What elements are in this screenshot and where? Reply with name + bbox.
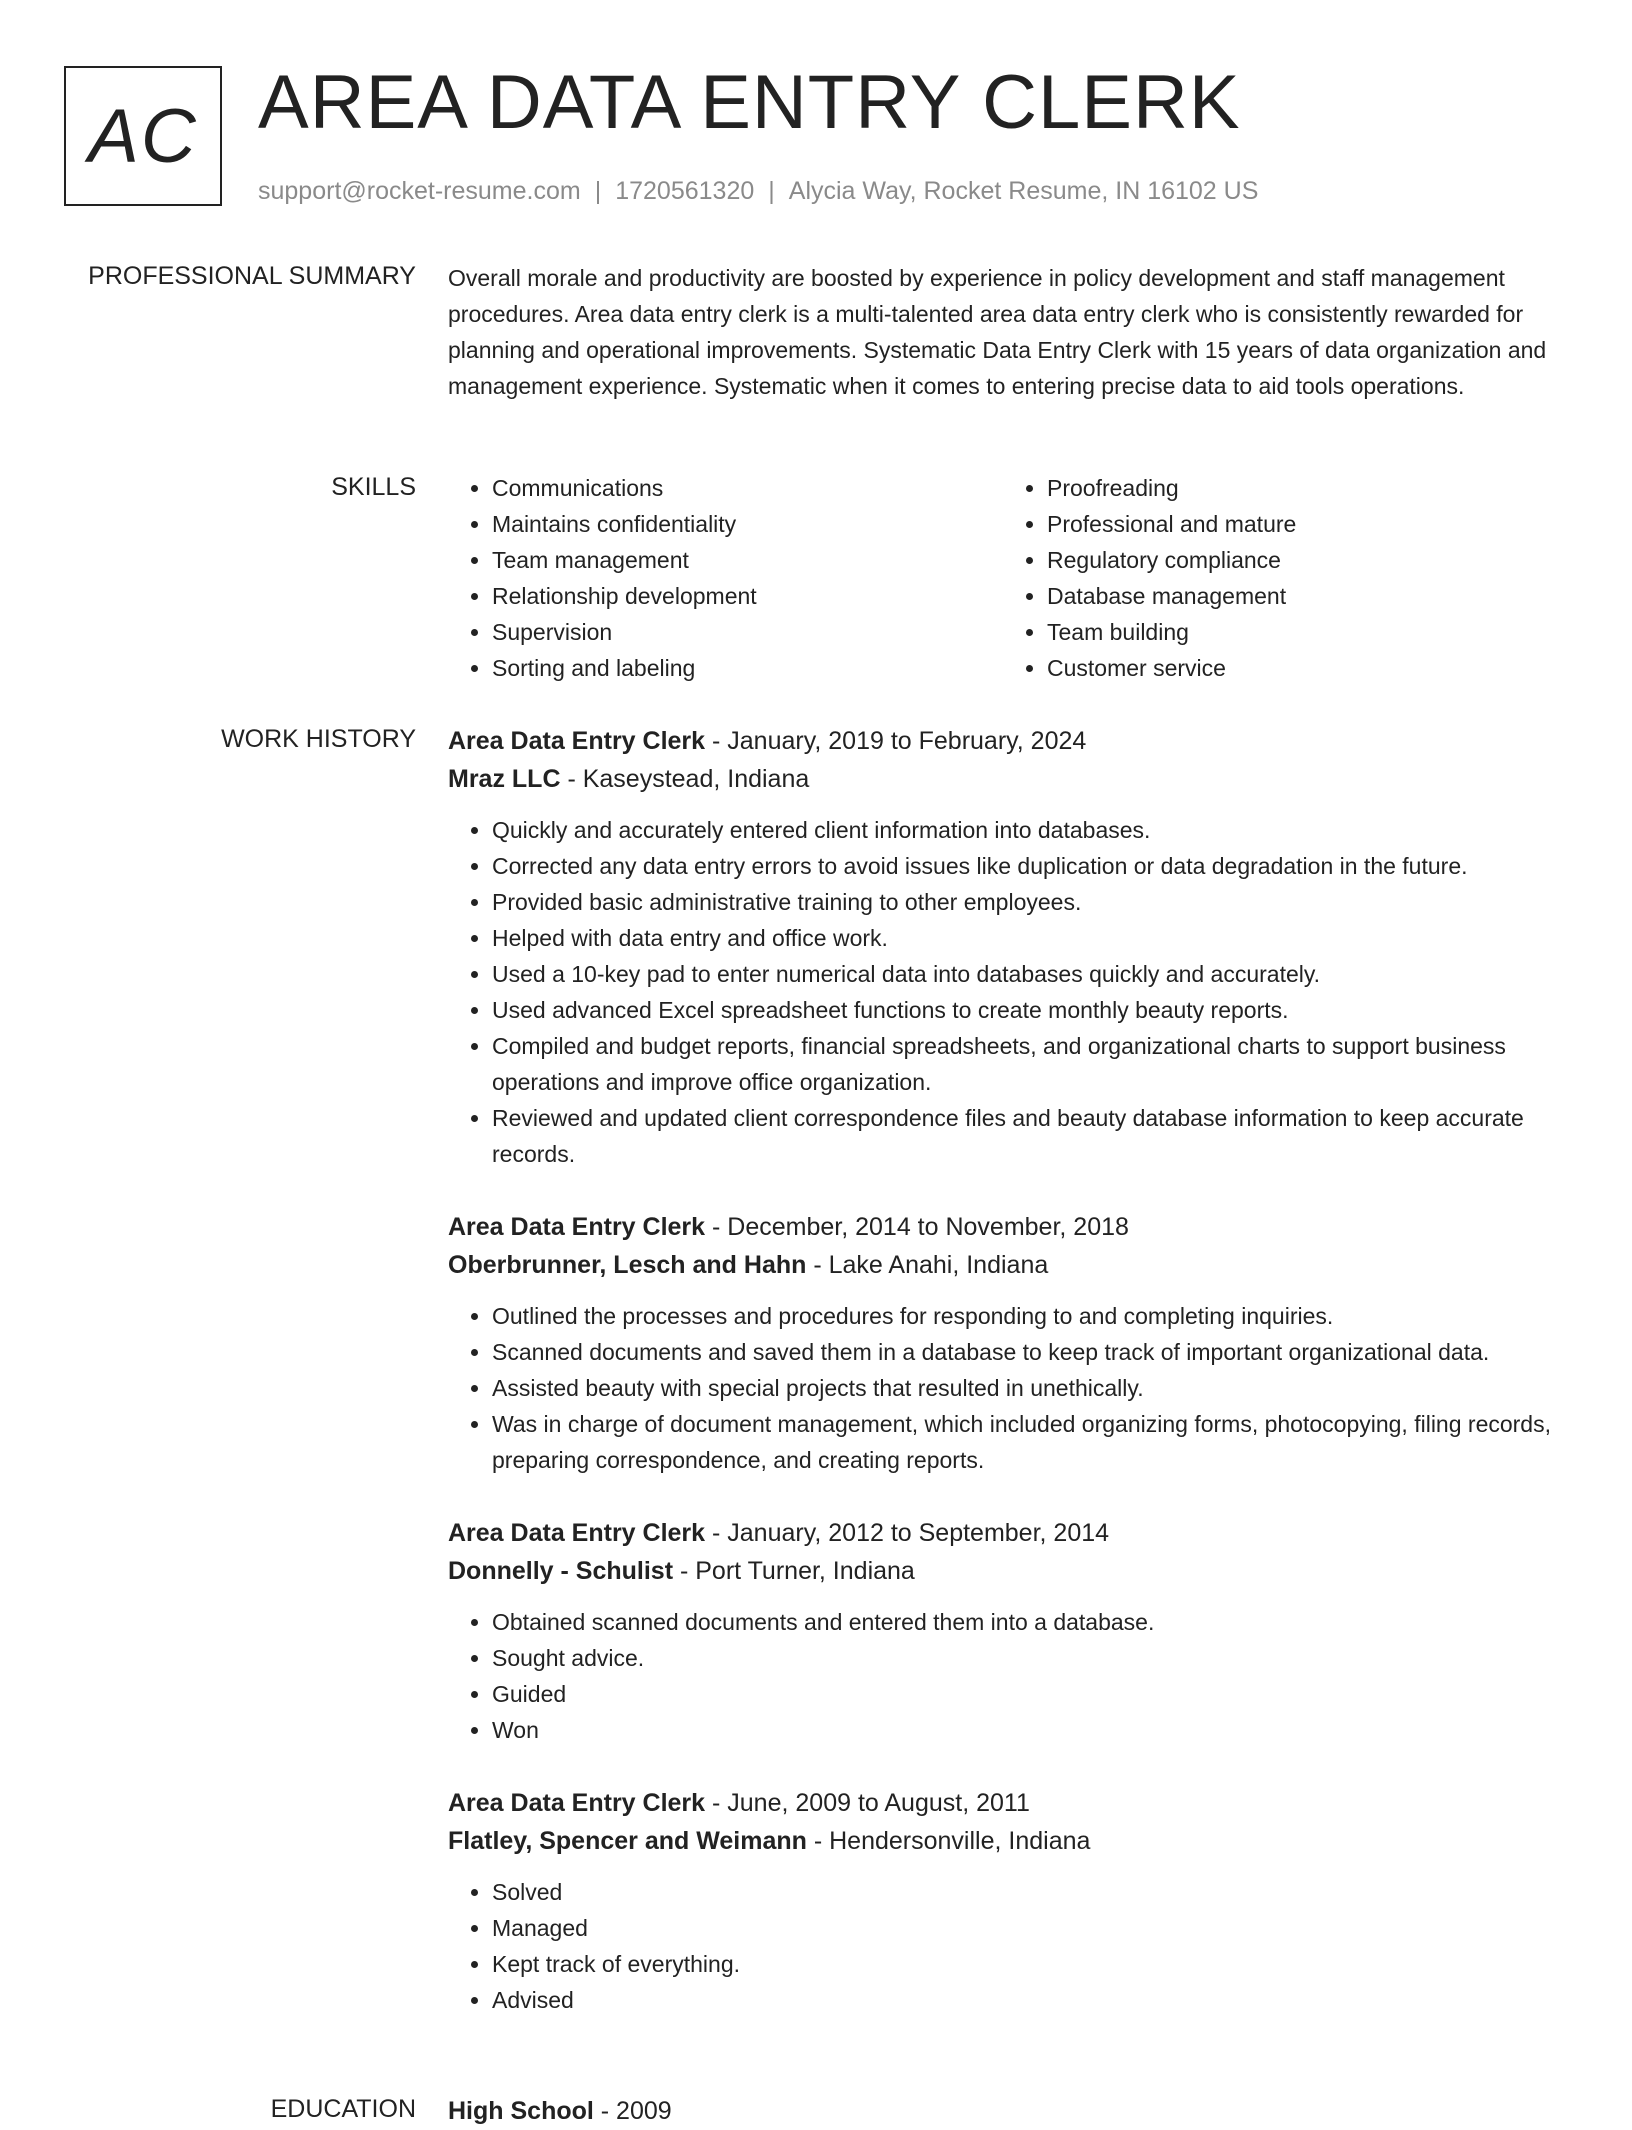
job-bullet: • Won (492, 1712, 1558, 1748)
contact-line (258, 174, 1258, 208)
job-location: - Port Turner, Indiana (673, 1557, 915, 1585)
job-bullet: • Obtained scanned documents and entered them into a database. (492, 1604, 1558, 1640)
job-company: Donnelly - Schulist (448, 1557, 674, 1585)
job-title-line (448, 722, 1558, 760)
job-bullet: • Used a 10-key pad to enter numerical data into databases quickly and accurately. (492, 956, 1558, 992)
job-bullet: • Corrected any data entry errors to avoid issues like duplication or data degradation in the future. (492, 848, 1558, 884)
monogram-initials: AC (88, 93, 198, 179)
job-company: Mraz LLC (448, 765, 561, 793)
education-degree: High School (448, 2097, 594, 2125)
job-title: Area Data Entry Clerk (448, 1519, 706, 1547)
skills-column-right (1003, 470, 1558, 686)
job-title-line (448, 1514, 1558, 1552)
skills-list (448, 470, 1558, 686)
skill-item: • Relationship development (492, 578, 1003, 614)
job-bullet: • Quickly and accurately entered client information into databases. (492, 812, 1558, 848)
job-bullet: • Sought advice. (492, 1640, 1558, 1676)
job-bullet: • Outlined the processes and procedures for responding to and completing inquiries. (492, 1298, 1558, 1334)
education-year: - 2009 (593, 2097, 672, 2125)
job-bullet: • Used advanced Excel spreadsheet functions to create monthly beauty reports. (492, 992, 1558, 1028)
monogram-badge (64, 66, 222, 206)
job-bullet: • Guided (492, 1676, 1558, 1712)
skill-item: • Supervision (492, 614, 1003, 650)
job-title-line (448, 1784, 1558, 1822)
section-label-work: WORK HISTORY (221, 725, 416, 753)
contact-phone: 1720561320 (615, 177, 755, 205)
skill-item: • Maintains confidentiality (492, 506, 1003, 542)
skill-item: • Database management (1047, 578, 1558, 614)
job-dates: - January, 2012 to September, 2014 (705, 1519, 1110, 1547)
contact-address: Alycia Way, Rocket Resume, IN 16102 US (788, 177, 1259, 205)
job-company-line (448, 1822, 1558, 1860)
job-location: - Hendersonville, Indiana (806, 1827, 1091, 1855)
job-company-line (448, 1552, 1558, 1590)
work-history (448, 722, 1558, 2054)
job-bullets (448, 1298, 1558, 1478)
job-location: - Lake Anahi, Indiana (806, 1251, 1049, 1279)
skill-item: • Customer service (1047, 650, 1558, 686)
skill-item: • Professional and mature (1047, 506, 1558, 542)
job-dates: - June, 2009 to August, 2011 (705, 1789, 1030, 1817)
job-location: - Kaseystead, Indiana (560, 765, 810, 793)
skill-item: • Team management (492, 542, 1003, 578)
job-company: Oberbrunner, Lesch and Hahn (448, 1251, 807, 1279)
job-bullet: • Assisted beauty with special projects that resulted in unethically. (492, 1370, 1558, 1406)
job-bullet: • Helped with data entry and office work. (492, 920, 1558, 956)
skill-item: • Regulatory compliance (1047, 542, 1558, 578)
job-company-line (448, 760, 1558, 798)
section-label-summary: PROFESSIONAL SUMMARY (88, 262, 416, 290)
job-entry (448, 1784, 1558, 2018)
job-bullet: • Advised (492, 1982, 1558, 2018)
job-dates: - January, 2019 to February, 2024 (705, 727, 1087, 755)
job-company-line (448, 1246, 1558, 1284)
resume-title: AREA DATA ENTRY CLERK (258, 60, 1241, 145)
job-title: Area Data Entry Clerk (448, 1213, 706, 1241)
job-bullets (448, 1604, 1558, 1748)
contact-email: support@rocket-resume.com (258, 177, 581, 205)
job-bullet: • Managed (492, 1910, 1558, 1946)
job-title: Area Data Entry Clerk (448, 727, 706, 755)
job-bullet: • Was in charge of document management, which included organizing forms, photocopying, filing records, preparing correspondence, and creating reports. (492, 1406, 1558, 1478)
summary-text: Overall morale and productivity are boosted by experience in policy development and staff management procedures. Area data entry clerk is a multi-talented area data entry clerk who is consistently rewarded for planning and operational improvements. Systematic Data Entry Clerk with 15 years of data organization and management experience. Systematic when it comes to entering precise data to aid tools operations. (448, 265, 1547, 399)
skill-item: • Proofreading (1047, 470, 1558, 506)
section-label-education: EDUCATION (270, 2095, 416, 2123)
job-bullet: • Provided basic administrative training to other employees. (492, 884, 1558, 920)
job-bullets (448, 1874, 1558, 2018)
section-label-skills: SKILLS (331, 473, 416, 501)
job-bullet: • Compiled and budget reports, financial spreadsheets, and organizational charts to support business operations and improve office organization. (492, 1028, 1558, 1100)
contact-separator: | (594, 177, 602, 205)
skill-item: • Communications (492, 470, 1003, 506)
job-dates: - December, 2014 to November, 2018 (705, 1213, 1129, 1241)
job-entry (448, 1208, 1558, 1478)
job-bullet: • Solved (492, 1874, 1558, 1910)
job-title-line (448, 1208, 1558, 1246)
skills-column-left (448, 470, 1003, 686)
skill-item: • Sorting and labeling (492, 650, 1003, 686)
job-bullets (448, 812, 1558, 1172)
education-line (448, 2092, 1558, 2130)
job-entry (448, 722, 1558, 1172)
job-company: Flatley, Spencer and Weimann (448, 1827, 807, 1855)
education-entry (448, 2092, 1558, 2130)
contact-separator: | (768, 177, 775, 205)
job-bullet: • Reviewed and updated client correspondence files and beauty database information to keep accurate records. (492, 1100, 1558, 1172)
job-bullet: • Kept track of everything. (492, 1946, 1558, 1982)
job-bullet: • Scanned documents and saved them in a database to keep track of important organizational data. (492, 1334, 1558, 1370)
job-entry (448, 1514, 1558, 1748)
job-title: Area Data Entry Clerk (448, 1789, 706, 1817)
skill-item: • Team building (1047, 614, 1558, 650)
